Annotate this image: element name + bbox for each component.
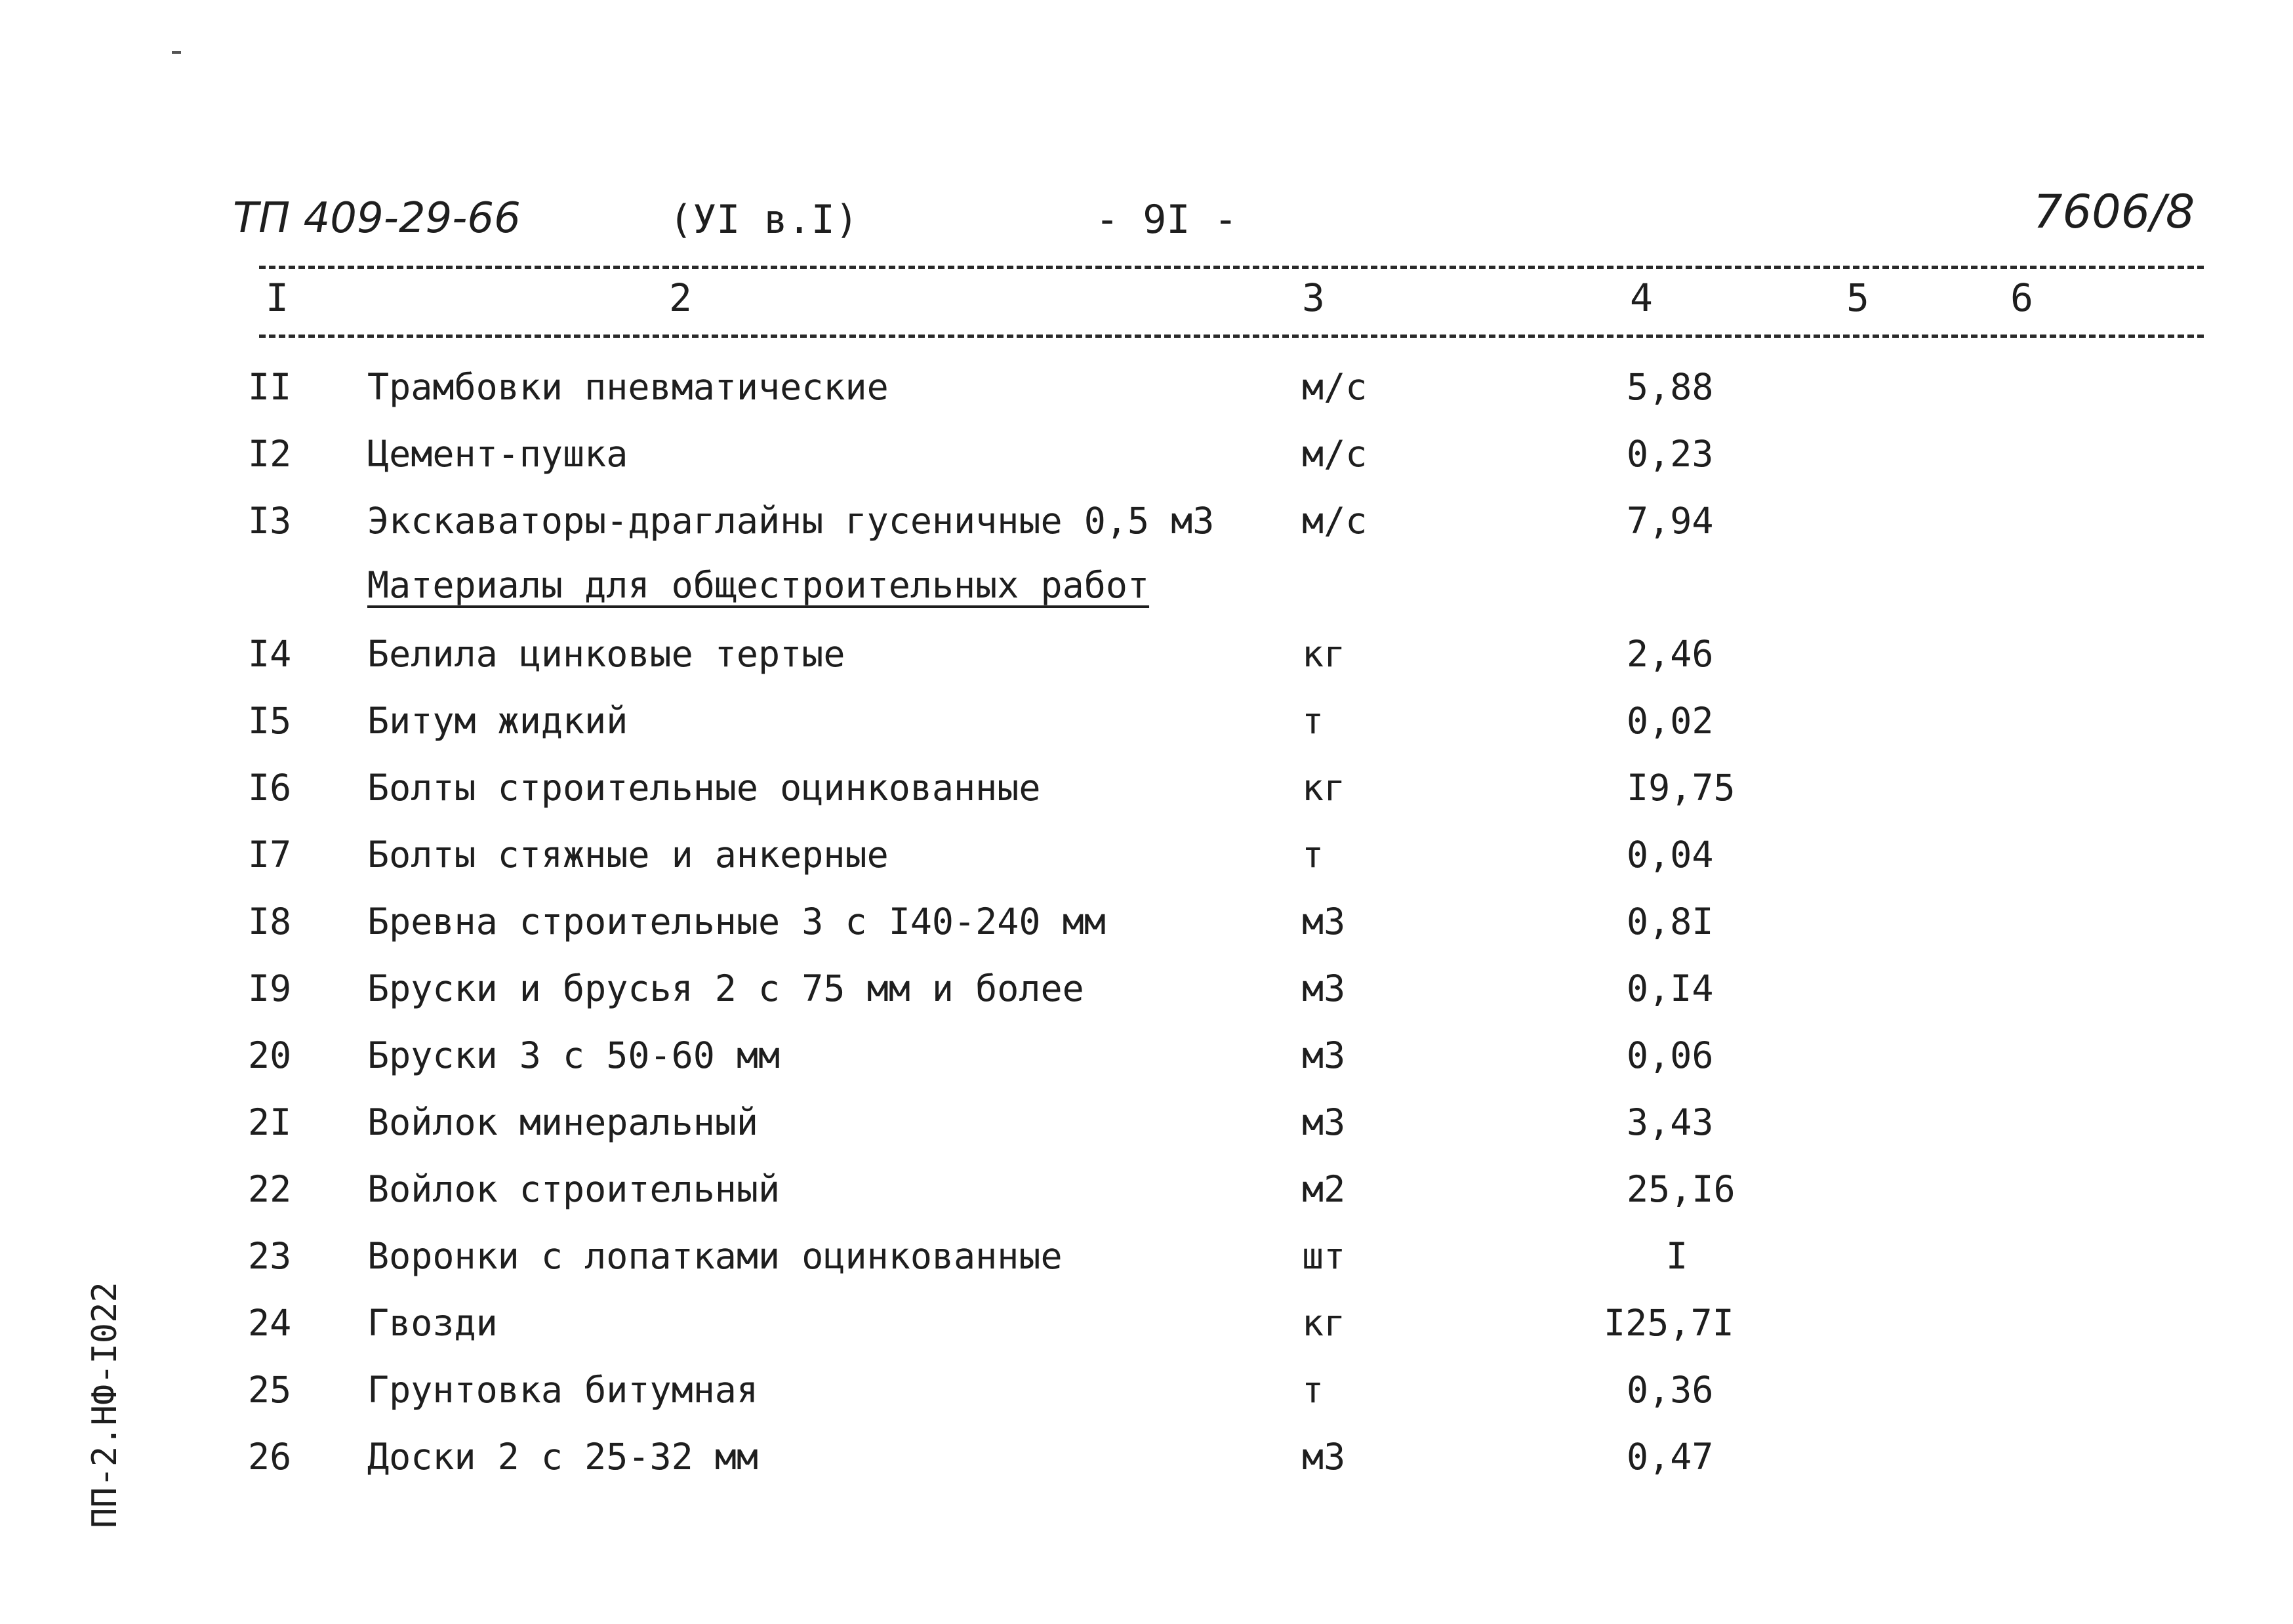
row-value: 25,I6 bbox=[1627, 1168, 1735, 1210]
row-value: 0,02 bbox=[1627, 700, 1714, 742]
row-number: 23 bbox=[248, 1235, 292, 1277]
table-row bbox=[0, 1168, 2293, 1227]
row-number: I3 bbox=[248, 500, 292, 542]
table-row bbox=[0, 433, 2293, 492]
page-number: - 9I - bbox=[1095, 197, 1238, 243]
col-header-5: 5 bbox=[1846, 275, 1869, 320]
row-name: Экскаваторы-драглайны гусеничные 0,5 м3 bbox=[367, 500, 1215, 542]
col-header-3: 3 bbox=[1302, 275, 1325, 320]
table-row bbox=[0, 1235, 2293, 1294]
row-name: Бруски 3 с 50-60 мм bbox=[367, 1034, 781, 1076]
row-value: 0,06 bbox=[1627, 1034, 1714, 1076]
row-number: 20 bbox=[248, 1034, 292, 1076]
row-unit: т bbox=[1302, 700, 1324, 742]
row-unit: м3 bbox=[1302, 901, 1346, 943]
table-row bbox=[0, 767, 2293, 826]
row-unit: м/с bbox=[1302, 366, 1368, 408]
table-row bbox=[0, 1302, 2293, 1361]
row-value: 3,43 bbox=[1627, 1101, 1714, 1143]
row-unit: кг bbox=[1302, 767, 1346, 809]
row-value: 0,I4 bbox=[1627, 967, 1714, 1009]
row-number: 25 bbox=[248, 1369, 292, 1411]
archive-number: 7606/8 bbox=[2033, 185, 2195, 239]
row-value: 2,46 bbox=[1627, 633, 1714, 675]
section-title: Материалы для общестроительных работ bbox=[367, 564, 1150, 606]
header-rule-top bbox=[259, 266, 2204, 269]
row-name: Трамбовки пневматические bbox=[367, 366, 889, 408]
row-value: 7,94 bbox=[1627, 500, 1714, 542]
row-value: I bbox=[1666, 1235, 1688, 1277]
margin-note: ПП-2.НФ-I022 bbox=[85, 1282, 125, 1528]
row-name: Войлок строительный bbox=[367, 1168, 781, 1210]
table-row bbox=[0, 1034, 2293, 1093]
row-unit: т bbox=[1302, 834, 1324, 876]
doc-code: ТП 409-29-66 bbox=[233, 194, 521, 243]
row-number: II bbox=[248, 366, 292, 408]
volume-label: (УI в.I) bbox=[669, 197, 859, 243]
table-row bbox=[0, 1101, 2293, 1160]
row-name: Воронки с лопатками оцинкованные bbox=[367, 1235, 1063, 1277]
stray-mark bbox=[172, 51, 181, 54]
row-number: 2I bbox=[248, 1101, 292, 1143]
row-name: Цемент-пушка bbox=[367, 433, 628, 475]
col-header-1: I bbox=[266, 275, 289, 320]
row-number: I7 bbox=[248, 834, 292, 876]
row-number: I6 bbox=[248, 767, 292, 809]
row-value: 0,04 bbox=[1627, 834, 1714, 876]
row-value: 0,47 bbox=[1627, 1436, 1714, 1478]
row-number: I2 bbox=[248, 433, 292, 475]
table-row bbox=[0, 967, 2293, 1026]
row-name: Белила цинковые тертые bbox=[367, 633, 845, 675]
row-unit: шт bbox=[1302, 1235, 1346, 1277]
row-unit: м/с bbox=[1302, 500, 1368, 542]
row-name: Болты строительные оцинкованные bbox=[367, 767, 1041, 809]
row-value: 0,23 bbox=[1627, 433, 1714, 475]
row-value: I25,7I bbox=[1604, 1302, 1734, 1344]
row-value: 0,36 bbox=[1627, 1369, 1714, 1411]
table-row bbox=[0, 366, 2293, 425]
row-name: Бруски и брусья 2 с 75 мм и более bbox=[367, 967, 1084, 1009]
row-number: I9 bbox=[248, 967, 292, 1009]
table-row bbox=[0, 1369, 2293, 1428]
table-row bbox=[0, 901, 2293, 960]
row-name: Грунтовка битумная bbox=[367, 1369, 759, 1411]
table-row bbox=[0, 633, 2293, 692]
row-number: 26 bbox=[248, 1436, 292, 1478]
row-number: 24 bbox=[248, 1302, 292, 1344]
table-row bbox=[0, 834, 2293, 893]
row-unit: м3 bbox=[1302, 1101, 1346, 1143]
row-name: Гвозди bbox=[367, 1302, 498, 1344]
row-unit: м2 bbox=[1302, 1168, 1346, 1210]
row-number: I5 bbox=[248, 700, 292, 742]
row-value: I9,75 bbox=[1627, 767, 1735, 809]
row-name: Войлок минеральный bbox=[367, 1101, 759, 1143]
row-name: Бревна строительные 3 с I40-240 мм bbox=[367, 901, 1106, 943]
header-rule-bottom bbox=[259, 335, 2204, 338]
row-name: Болты стяжные и анкерные bbox=[367, 834, 889, 876]
row-number: 22 bbox=[248, 1168, 292, 1210]
row-value: 5,88 bbox=[1627, 366, 1714, 408]
row-unit: м3 bbox=[1302, 967, 1346, 1009]
row-unit: м3 bbox=[1302, 1034, 1346, 1076]
col-header-2: 2 bbox=[669, 275, 692, 320]
row-unit: м3 bbox=[1302, 1436, 1346, 1478]
row-name: Доски 2 с 25-32 мм bbox=[367, 1436, 759, 1478]
row-number: I4 bbox=[248, 633, 292, 675]
row-number: I8 bbox=[248, 901, 292, 943]
row-value: 0,8I bbox=[1627, 901, 1714, 943]
row-name: Битум жидкий bbox=[367, 700, 628, 742]
row-unit: м/с bbox=[1302, 433, 1368, 475]
col-header-6: 6 bbox=[2010, 275, 2033, 320]
table-row bbox=[0, 700, 2293, 759]
table-row bbox=[0, 1436, 2293, 1495]
row-unit: кг bbox=[1302, 1302, 1346, 1344]
row-unit: т bbox=[1302, 1369, 1324, 1411]
row-unit: кг bbox=[1302, 633, 1346, 675]
table-row bbox=[0, 500, 2293, 559]
col-header-4: 4 bbox=[1630, 275, 1653, 320]
